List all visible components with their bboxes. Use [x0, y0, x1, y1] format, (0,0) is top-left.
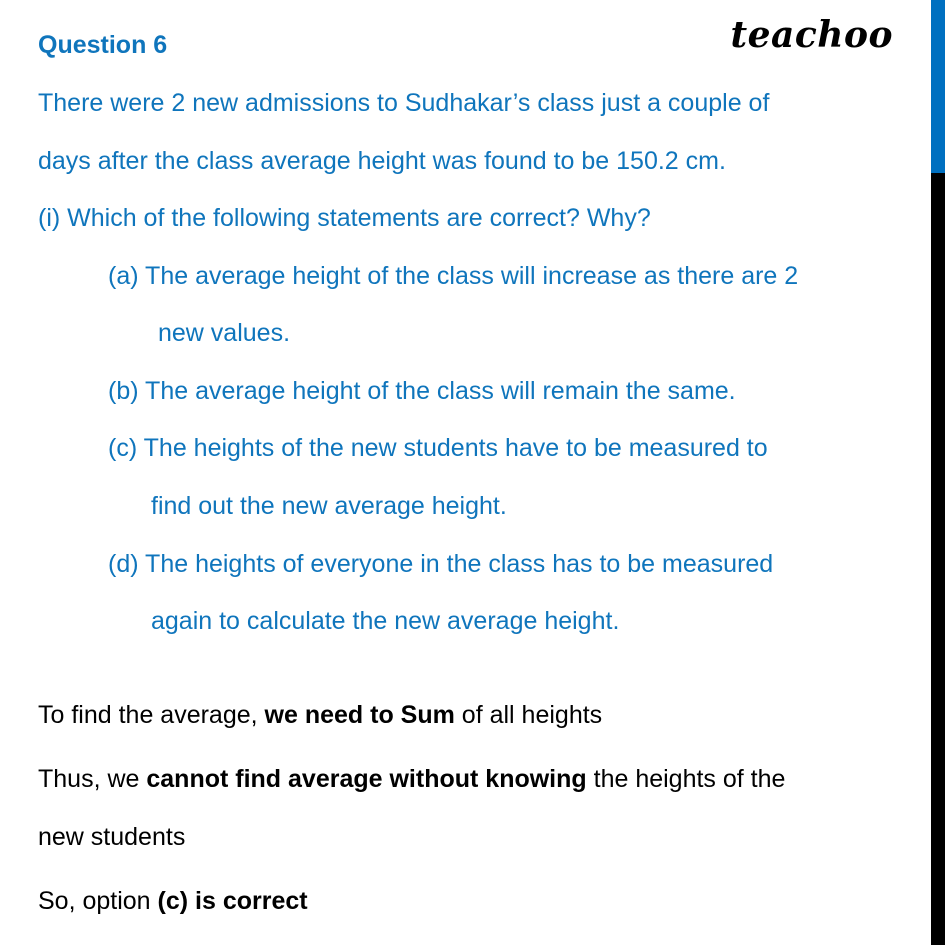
option-b: (b) The average height of the class will remain the same.	[108, 377, 736, 405]
side-accent-bar-blue	[931, 0, 945, 173]
teachoo-logo: teachoo	[730, 14, 893, 56]
solution-conclusion	[38, 886, 308, 916]
option-c-line-1: (c) The heights of the new students have to be measured to	[108, 434, 768, 462]
solution-conclusion-answer: (c) is correct	[157, 887, 308, 915]
option-c-line-2: find out the new average height.	[151, 492, 507, 520]
solution-line-2	[38, 764, 785, 794]
solution-line-2-text: Thus, we	[38, 765, 147, 793]
solution-line-2-text-end: the heights of the	[586, 765, 786, 793]
question-stem-line-1: There were 2 new admissions to Sudhakar’s class just a couple of	[38, 89, 770, 117]
option-d-line-1: (d) The heights of everyone in the class has to be measured	[108, 550, 774, 578]
solution-line-3: new students	[38, 823, 186, 851]
question-stem-line-2: days after the class average height was found to be 150.2 cm.	[38, 147, 726, 175]
solution-line-1-text: To find the average,	[38, 701, 265, 729]
solution-line-2-emphasis: cannot find average without knowing	[146, 765, 587, 793]
solution-line-1-text-end: of all heights	[454, 701, 603, 729]
option-a-line-1: (a) The average height of the class will increase as there are 2	[108, 262, 799, 290]
solution-line-1	[38, 700, 602, 730]
solution-line-1-emphasis: we need to Sum	[264, 701, 455, 729]
option-d-line-2: again to calculate the new average height.	[151, 607, 620, 635]
solution-conclusion-text: So, option	[38, 887, 158, 915]
question-title: Question 6	[38, 31, 168, 59]
question-part-i: (i) Which of the following statements are correct? Why?	[38, 204, 651, 232]
side-accent-bar-black	[931, 173, 945, 945]
option-a-line-2: new values.	[158, 319, 291, 347]
